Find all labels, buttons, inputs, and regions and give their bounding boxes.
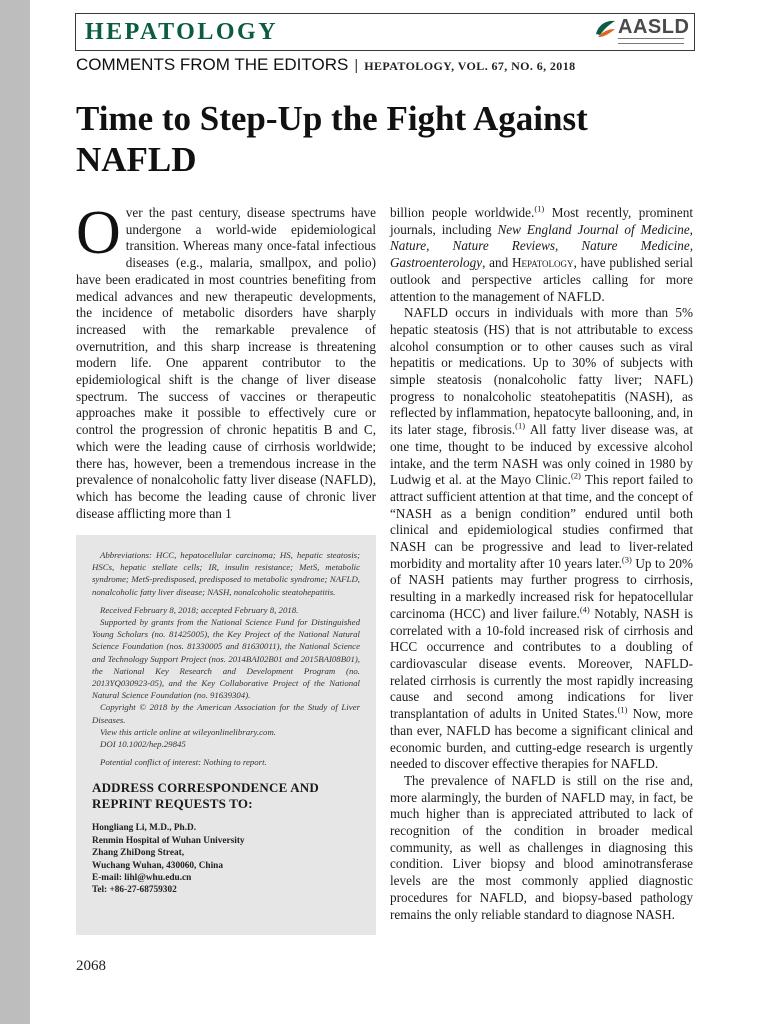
body-paragraph-1 [390, 205, 693, 305]
article-title: Time to Step-Up the Fight Against NAFLD [76, 99, 588, 179]
citation-ref[interactable]: (1) [617, 704, 628, 715]
author-city: Wuchang Wuhan, 430060, China [92, 860, 223, 871]
section-separator: | [354, 57, 359, 74]
author-name: Hongliang Li, M.D., Ph.D. [92, 823, 197, 834]
section-line [76, 55, 576, 75]
copyright-notice: Copyright © 2018 by the American Association for the Study of Liver Diseases. [92, 702, 360, 725]
journal-citation: HEPATOLOGY, VOL. 67, NO. 6, 2018 [364, 59, 576, 73]
intro-paragraph [76, 199, 376, 522]
online-link[interactable]: View this article online at wileyonlinelibrary.com. [100, 726, 276, 737]
text-run: , have published serial outlook and perspective articles calling for more attention to the management of NAFLD. [390, 255, 694, 304]
logo-text: AASLD [618, 16, 690, 38]
abbreviations: Abbreviations: HCC, hepatocellular carcinoma; HS, hepatic steatosis; HSCs, hepatic stellate cells; IR, insulin resistance; MetS, metabolic syndrome; MetS-predisposed, predisposed to metabolic syndrome; NAFLD, nonalcoholic fatty liver disease; NASH, nonalcoholic steatohepatitis. [92, 550, 360, 597]
text-run: Now, more than ever, NAFLD has become a significant clinical and economic burden, and cutting-edge research is urgently needed to discover effective therapies for NAFLD. [390, 706, 693, 772]
text-run: NAFLD occurs in individuals with more than 5% hepatic steatosis (HS) that is not attributable to excess alcohol consumption or to other causes such as viral hepatitis or medications. Up to 30% of subjects with simple steatosis (nonalcoholic fatty liver; NAFL) progress to nonalcoholic steatohepatitis (NASH), as reflected by inflammation, hepatocyte ballooning, and, in its later stage, fibrosis. [390, 305, 693, 438]
aasld-logo [594, 16, 690, 48]
journal-name: HEPATOLOGY [85, 19, 279, 45]
journal-masthead [75, 13, 695, 51]
text-run: billion people worldwide. [390, 205, 535, 220]
section-heading: COMMENTS FROM THE EDITORS [76, 55, 349, 74]
funding-statement: Supported by grants from the National Science Fund for Distinguished Young Scholars (no. 81425005), the Key Project of the National Natural Science Foundation (nos. 81330005 and 81630011), the National Science and Technology Support Project (nos. 2014BAI02B01 and 2015BAI08B01), the National Key Research and Development Program (no. 2013YQ030923-05), and the Key Collaborative Project of the National Natural Science Foundation (no. 91639304). [92, 617, 360, 701]
citation-ref[interactable]: (1) [534, 203, 545, 214]
page-gutter [0, 0, 30, 1024]
intro-text: ver the past century, disease spectrums have undergone a world-wide epidemiological transition. Whereas many once-fatal infectious diseases (e.g., malaria, smallpox, and polio) have been eradicated in most countries benefiting from medical advances and new therapeutic developments, the incidence of metabolic disorders have sharply increased with the remarkable prevalence of overnutrition, and this sharp increase is threatening modern life. One apparent contributor to the epidemiological shift is the change of liver disease spectrum. The success of vaccines or therapeutic approaches make it possible to effectively cure or control the progression of chronic hepatitis B and C, which were the leading cause of cirrhosis worldwide; there has, however, been a tremendous increase in the prevalence of nonalcoholic fatty liver disease (NAFLD), which has become the leading cause of chronic liver disease afflicting more than 1 [76, 205, 376, 521]
citation-ref[interactable]: (3) [621, 554, 632, 565]
journal-hepatology: Hepatology [512, 255, 574, 271]
author-institution: Renmin Hospital of Wuhan University [92, 835, 245, 846]
conflict-of-interest: Potential conflict of interest: Nothing to report. [100, 757, 267, 768]
correspondence-address [92, 822, 360, 896]
journal-list: New England Journal of Medicine, Nature, Nature Reviews, Nature Medicine, Gastroenterology [390, 221, 693, 271]
doi[interactable]: DOI 10.1002/hep.29845 [100, 739, 186, 750]
text-run: Notably, NASH is correlated with a 10-fold increased risk of cirrhosis and HCC occurrence and contributes to a doubling of cardiovascular disease events. Moreover, NAFLD-related cirrhosis is currently the most rapidly increasing cause and second among indications for liver transplantation of adults in United States. [390, 605, 693, 722]
correspondence-heading: ADDRESS CORRESPONDENCE AND REPRINT REQUESTS TO: [92, 780, 319, 812]
author-street: Zhang ZhiDong Streat, [92, 848, 185, 859]
page-number: 2068 [76, 958, 106, 974]
article-info-box [76, 535, 376, 935]
author-email[interactable]: E-mail: lihl@whu.edu.cn [92, 873, 192, 884]
text-run: , and [482, 255, 513, 271]
citation-ref[interactable]: (4) [579, 604, 590, 615]
citation-ref[interactable]: (2) [570, 470, 581, 481]
logo-tagline-rule [618, 38, 684, 44]
body-paragraph-2 [390, 305, 693, 773]
author-phone: Tel: +86-27-68759302 [92, 885, 177, 896]
text-run: This report failed to attract sufficient attention at that time, and the concept of “NASH as a benign condition” endured until both clinical and epidemiological studies confirmed that NASH can be progressive and lead to liver-related morbidity and mortality after 10 years later. [390, 472, 693, 571]
received-date: Received February 8, 2018; accepted February 8, 2018. [100, 604, 299, 615]
aasld-leaf-logo-icon [594, 18, 616, 40]
right-column [390, 205, 693, 923]
drop-cap: O [76, 199, 121, 267]
article-notes [92, 604, 360, 750]
text-run: All fatty liver disease was, at one time, thought to be induced by excessive alcohol intake, and the term NASH was only coined in 1980 by Ludwig et al. at the Mayo Clinic. [390, 422, 693, 488]
left-column [76, 199, 376, 522]
text-run: Up to 20% of NASH patients may further progress to cirrhosis, resulting in a markedly increased risk for hepatocellular carcinoma (HCC) and liver failure. [390, 555, 693, 621]
citation-ref[interactable]: (1) [515, 420, 526, 431]
text-run: Most recently, prominent journals, including [390, 205, 693, 237]
body-paragraph-3: The prevalence of NAFLD is still on the rise and, more alarmingly, the burden of NAFLD may, in fact, be much higher than is appreciated attributed to lack of recognition of the condition in broader medical community, as well as challenges in diagnosing this condition. Liver biopsy and blood aminotransferase levels are the most commonly applied diagnostic procedures for NAFLD, and biopsy-based pathology remains the only reliable standard to diagnose NASH. [390, 772, 693, 922]
